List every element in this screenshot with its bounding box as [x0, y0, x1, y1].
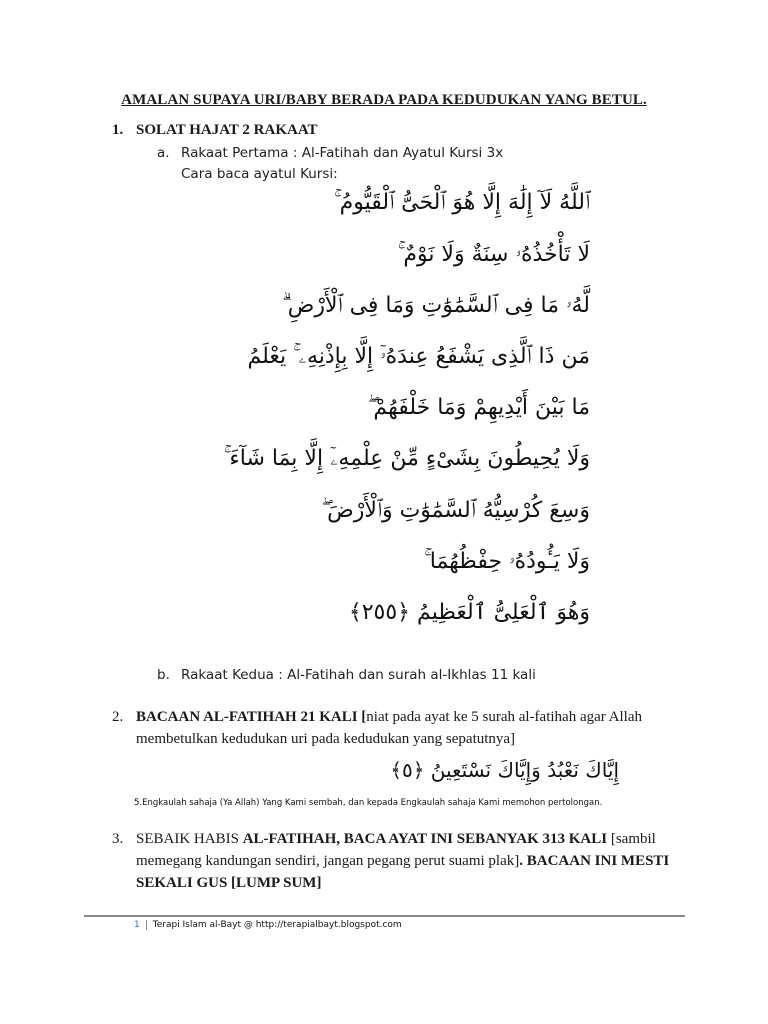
fatihah-verse-5: إِيَّاكَ نَعْبُدُ وَإِيَّاكَ نَسْتَعِينُ ﴿٥﴾ [390, 758, 619, 782]
verse-translation: 5.Engkaulah sahaja (Ya Allah) Yang Kami sembah, dan kepada Engkaulah sahaja Kami memohon pertolongan. [134, 798, 603, 808]
section-3-bold2: . BACAAN INI MESTI SEKALI GUS [LUMP SUM] [136, 853, 670, 891]
page-number: 1 [134, 920, 147, 930]
section-2-bracket: [ [357, 709, 367, 725]
section-1-number: 1. [112, 122, 124, 138]
section-2 [112, 706, 672, 750]
ayatul-kursi-line: لَّهُۥ مَا فِى ٱلسَّمَٰوَٰتِ وَمَا فِى ٱلْأَرْضِ ۗ [282, 293, 590, 318]
section-3-bold1: AL-FATIHAH, BACA AYAT INI SEBANYAK 313 KALI [242, 831, 608, 847]
item-a-label: a. [157, 145, 170, 161]
ayatul-kursi-line: وَسِعَ كُرْسِيُّهُ ٱلسَّمَٰوَٰتِ وَٱلْأَرْضَ ۖ [321, 498, 590, 523]
ayatul-kursi-line: ٱللَّهُ لَآ إِلَٰهَ إِلَّا هُوَ ٱلْحَىُّ ٱلْقَيُّومُ ۚ [334, 190, 590, 215]
page-title: AMALAN SUPAYA URI/BABY BERADA PADA KEDUDUKAN YANG BETUL. [121, 92, 647, 108]
ayatul-kursi-line: وَلَا يُحِيطُونَ بِشَىْءٍ مِّنْ عِلْمِهِۦٓ إِلَّا بِمَا شَآءَ ۚ [223, 446, 590, 471]
section-1-heading [112, 122, 318, 139]
section-3-text1: SEBAIK HABIS [136, 831, 243, 847]
item-b [157, 667, 536, 683]
ayatul-kursi-line: مَا بَيْنَ أَيْدِيهِمْ وَمَا خَلْفَهُمْ ۖ [367, 395, 590, 420]
item-b-text: Rakaat Kedua : Al-Fatihah dan surah al-Ikhlas 11 kali [181, 667, 536, 683]
item-a-text: Rakaat Pertama : Al-Fatihah dan Ayatul Kursi 3x [181, 145, 504, 161]
section-3-text3: ] [514, 853, 520, 869]
footer-text: Terapi Islam al-Bayt @ http://terapialbayt.blogspot.com [152, 920, 402, 930]
item-a-subtext: Cara baca ayatul Kursi: [181, 166, 338, 182]
footer-divider [84, 915, 685, 917]
ayatul-kursi-line: وَهُوَ ٱلْعَلِىُّ ٱلْعَظِيمُ ﴿٢٥٥﴾ [348, 600, 590, 625]
ayatul-kursi-line: وَلَا يَـُٔودُهُۥ حِفْظُهُمَا ۚ [424, 549, 590, 574]
ayatul-kursi-line: مَن ذَا ٱلَّذِى يَشْفَعُ عِندَهُۥٓ إِلَّا بِإِذْنِهِۦ ۚ يَعْلَمُ [247, 344, 590, 369]
section-2-bold: BACAAN AL-FATIHAH 21 KALI [136, 709, 358, 725]
section-3-text2: [sambil memegang kandungan sendiri, jangan pegang perut suami plak [136, 831, 656, 869]
section-2-text: niat pada ayat ke 5 surah al-fatihah agar Allah membetulkan kedudukan uri pada kedudukan yang sepatutnya] [136, 709, 643, 747]
section-3-number: 3. [112, 831, 124, 847]
page-footer [134, 920, 402, 930]
ayatul-kursi-line: لَا تَأْخُذُهُۥ سِنَةٌ وَلَا نَوْمٌ ۚ [397, 242, 590, 267]
section-2-number: 2. [112, 709, 124, 725]
section-3 [112, 828, 672, 894]
item-b-label: b. [157, 667, 170, 683]
section-1-title: SOLAT HAJAT 2 RAKAAT [136, 122, 318, 138]
item-a [157, 145, 503, 161]
